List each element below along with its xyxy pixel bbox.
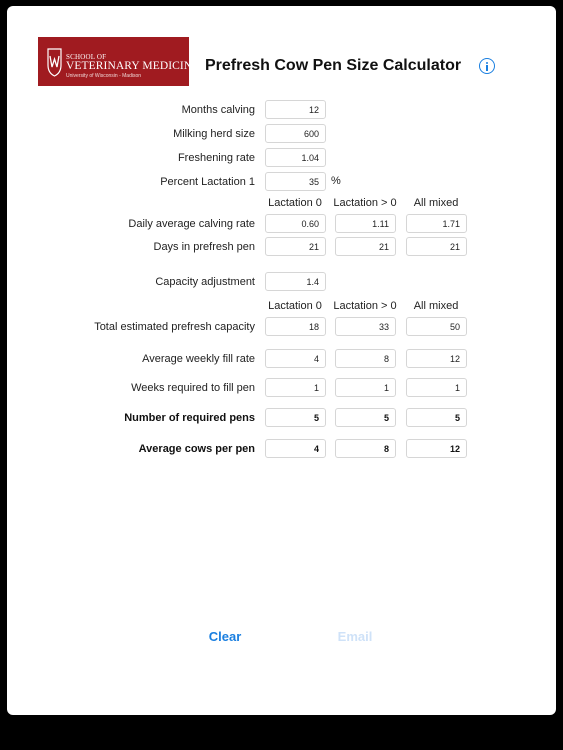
app-screen (7, 6, 556, 715)
days-prefresh-lact-gt0-input[interactable]: 21 (335, 237, 396, 256)
logo-text-university: University of Wisconsin - Madison (66, 73, 142, 79)
page-title: Prefresh Cow Pen Size Calculator (205, 57, 462, 74)
prefresh-capacity-lact-gt0: 33 (335, 317, 396, 336)
percent-lactation1-input[interactable]: 35 (265, 172, 326, 191)
header-all-mixed: All mixed (413, 197, 459, 209)
header-lactation-gt0: Lactation > 0 (333, 197, 397, 209)
weeks-to-fill-mixed-input[interactable]: 1 (406, 378, 467, 397)
weekly-fill-rate-mixed: 12 (406, 349, 467, 368)
weeks-to-fill-lact-gt0-input[interactable]: 1 (335, 378, 396, 397)
header2-lactation0: Lactation 0 (268, 300, 322, 312)
prefresh-capacity-mixed: 50 (406, 317, 467, 336)
cows-per-pen-mixed: 12 (406, 439, 467, 458)
daily-calving-rate-mixed: 1.71 (406, 214, 467, 233)
days-prefresh-lact0-input[interactable]: 21 (265, 237, 326, 256)
logo-text-vetmed: VETERINARY MEDICINE (66, 60, 200, 72)
required-pens-label: Number of required pens (124, 412, 255, 424)
weekly-fill-rate-lact-gt0: 8 (335, 349, 396, 368)
milking-herd-size-label: Milking herd size (173, 128, 255, 140)
daily-calving-rate-lact-gt0: 1.11 (335, 214, 396, 233)
cows-per-pen-lact-gt0: 8 (335, 439, 396, 458)
email-button[interactable]: Email (337, 629, 373, 644)
required-pens-mixed: 5 (406, 408, 467, 427)
months-calving-label: Months calving (181, 104, 255, 116)
header-lactation0: Lactation 0 (268, 197, 322, 209)
school-logo (38, 37, 200, 86)
weeks-to-fill-label: Weeks required to fill pen (131, 382, 255, 394)
clear-button[interactable]: Clear (208, 629, 242, 644)
freshening-rate-input[interactable]: 1.04 (265, 148, 326, 167)
daily-calving-rate-label: Daily average calving rate (128, 218, 255, 230)
cows-per-pen-lact0: 4 (265, 439, 326, 458)
milking-herd-size-input[interactable]: 600 (265, 124, 326, 143)
capacity-adjustment-input[interactable]: 1.4 (265, 272, 326, 291)
months-calving-input[interactable]: 12 (265, 100, 326, 119)
prefresh-capacity-lact0: 18 (265, 317, 326, 336)
logo-text-school: SCHOOL OF (66, 53, 107, 61)
header2-lactation-gt0: Lactation > 0 (333, 300, 397, 312)
percent-unit: % (331, 175, 341, 187)
capacity-adjustment-label: Capacity adjustment (155, 276, 255, 288)
freshening-rate-label: Freshening rate (177, 152, 255, 164)
prefresh-capacity-label: Total estimated prefresh capacity (94, 321, 255, 333)
percent-lactation1-label: Percent Lactation 1 (160, 176, 255, 188)
weeks-to-fill-lact0-input[interactable]: 1 (265, 378, 326, 397)
days-prefresh-mixed-input[interactable]: 21 (406, 237, 467, 256)
cows-per-pen-label: Average cows per pen (138, 443, 255, 455)
uw-crest-icon (47, 47, 62, 77)
info-icon[interactable] (479, 58, 495, 74)
weekly-fill-rate-lact0: 4 (265, 349, 326, 368)
days-prefresh-label: Days in prefresh pen (153, 241, 255, 253)
required-pens-lact0: 5 (265, 408, 326, 427)
daily-calving-rate-lact0: 0.60 (265, 214, 326, 233)
required-pens-lact-gt0: 5 (335, 408, 396, 427)
header2-all-mixed: All mixed (413, 300, 459, 312)
weekly-fill-rate-label: Average weekly fill rate (142, 353, 255, 365)
